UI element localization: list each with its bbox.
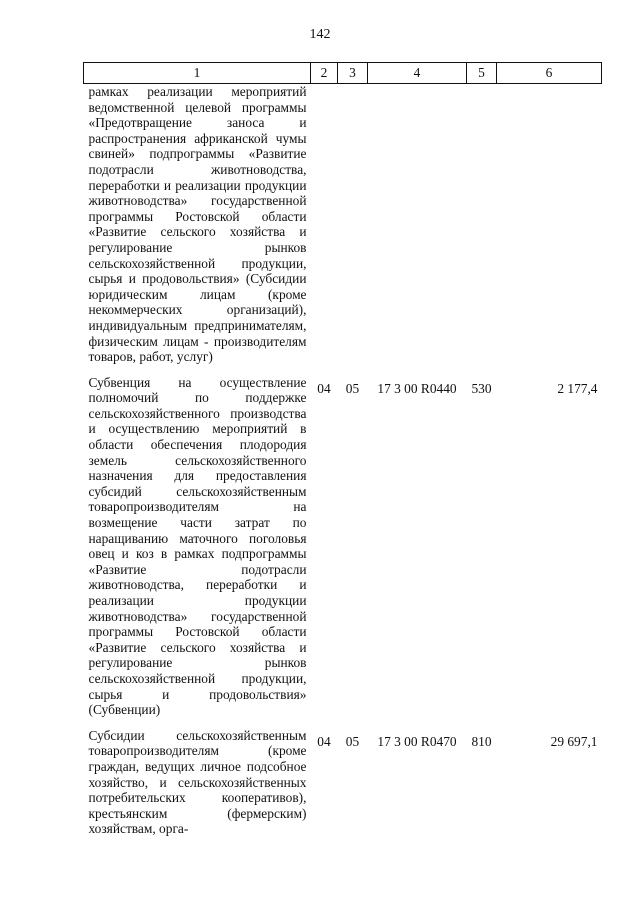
- column-header: 1: [84, 63, 311, 84]
- cell-section: [311, 84, 338, 375]
- cell-target-article: [368, 84, 467, 375]
- table-row: [84, 375, 602, 728]
- column-header: 5: [467, 63, 497, 84]
- cell-amount: [497, 84, 602, 375]
- cell-target-article: 17 3 00 R0470: [377, 733, 457, 749]
- column-header: 2: [311, 63, 338, 84]
- table-header-row: [84, 63, 602, 84]
- cell-amount: 29 697,1: [550, 733, 598, 749]
- budget-table: [83, 62, 602, 847]
- row-description: рамках реализации мероприятий ведомственной целевой программы «Предотвращение заноса и распространения африканской чумы свиней» подпрограммы «Развитие подотрасли животноводства, переработки и реализации продукции животноводства» государственной программы Ростовской области «Развитие сельского хозяйства и регулирование рынков сельскохозяйственной продукции, сырья и продовольствия» (Субсидии юридическим лицам (кроме некоммерческих организаций), индивидуальным предпринимателям, физическим лицам - производителям товаров, работ, услуг): [88, 84, 307, 365]
- table-row: [84, 84, 602, 375]
- cell-amount: 2 177,4: [557, 380, 598, 396]
- cell-target-article: 17 3 00 R0440: [377, 380, 457, 396]
- page-number: 142: [309, 27, 331, 42]
- cell-section: 04: [317, 733, 331, 749]
- cell-subsection: 05: [345, 733, 360, 749]
- cell-subsection: [338, 84, 368, 375]
- column-header: 3: [338, 63, 368, 84]
- table-row: [84, 728, 602, 847]
- cell-expense-type: [467, 84, 497, 375]
- column-header: 6: [497, 63, 602, 84]
- cell-subsection: 05: [345, 380, 360, 396]
- cell-expense-type: 530: [471, 380, 492, 396]
- cell-section: 04: [317, 380, 331, 396]
- cell-expense-type: 810: [471, 733, 492, 749]
- row-description: Субвенция на осуществление полномочий по поддержке сельскохозяйственного производства и осуществлению мероприятий в области обеспечения плодородия земель сельскохозяйственного назначения для предоставления субсидий сельскохозяйственным товаропроизводителям на возмещение части затрат по наращиванию маточного поголовья овец и коз в рамках подпрограммы «Развитие подотрасли животноводства, переработки и реализации продукции животноводства» государственной программы Ростовской области «Развитие сельского хозяйства и регулирование рынков сельскохозяйственной продукции, сырья и продовольствия» (Субвенции): [88, 374, 307, 718]
- column-header: 4: [368, 63, 467, 84]
- row-description: Субсидии сельскохозяйственным товаропроизводителям (кроме граждан, ведущих личное подсобное хозяйство, и сельскохозяйственных потребительских кооперативов), крестьянским (фермерским) хозяйствам, орга-: [88, 727, 307, 837]
